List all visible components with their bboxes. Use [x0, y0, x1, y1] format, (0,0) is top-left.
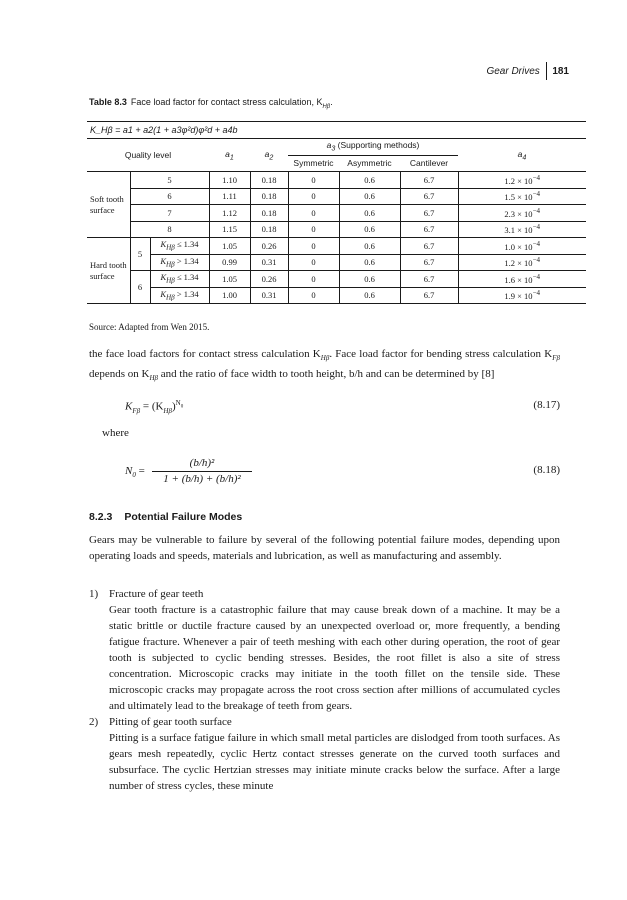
cell-sym: 0 — [288, 238, 339, 255]
table-label: Table 8.3 — [89, 97, 127, 107]
quality-level-header: Quality level — [87, 139, 209, 172]
list-item — [89, 714, 560, 730]
a3-note: (Supporting methods) — [337, 140, 420, 151]
cell-a2: 0.18 — [250, 188, 288, 205]
cell-sym: 0 — [288, 254, 339, 271]
cell-cant: 6.7 — [400, 172, 458, 189]
cell-a1: 1.10 — [209, 172, 250, 189]
cell-level: 7 — [130, 205, 209, 222]
cell-cant: 6.7 — [400, 221, 458, 238]
a1-sub: 1 — [229, 153, 234, 162]
cond-var: K — [160, 239, 167, 250]
cond-var: K — [160, 272, 167, 283]
cell-a1: 1.11 — [209, 188, 250, 205]
eq1-rhs-end: ) — [171, 400, 176, 413]
face-load-table — [87, 121, 586, 304]
cell-cant: 6.7 — [400, 271, 458, 288]
cond-text: > 1.34 — [176, 255, 199, 266]
hard-surface-label: Hard tooth surface — [87, 238, 130, 304]
cell-a2: 0.26 — [250, 238, 288, 255]
a4-mant: 2.3 × 10 — [504, 208, 533, 219]
cell-a4 — [458, 172, 586, 189]
list-item — [89, 586, 560, 602]
table-row — [87, 188, 586, 205]
table-row — [87, 172, 586, 189]
cell-a2: 0.31 — [250, 254, 288, 271]
table-row — [87, 271, 586, 288]
a4-sub: 4 — [522, 153, 527, 162]
table-caption-text: Face load factor for contact stress calculation, K — [130, 97, 323, 107]
equation-8-17 — [125, 399, 183, 415]
item-title: Fracture of gear teeth — [109, 588, 204, 600]
cond-text: ≤ 1.34 — [176, 239, 199, 250]
a3-sub: 3 — [331, 145, 336, 154]
eq1-exp: N — [175, 399, 181, 407]
cell-a4 — [458, 205, 586, 222]
fraction-numerator: (b/h)² — [189, 457, 215, 469]
a4-mant: 1.2 × 10 — [504, 175, 533, 186]
cantilever-header: Cantilever — [400, 155, 458, 172]
eq1-rhs: = (K — [140, 400, 164, 413]
section-title: Potential Failure Modes — [124, 511, 243, 523]
a4-exp: −4 — [532, 173, 541, 182]
intro-text-2: . Face load factor for bending stress calculation K — [329, 348, 553, 360]
cell-a1: 0.99 — [209, 254, 250, 271]
a4-exp: −4 — [532, 272, 541, 281]
cell-a2: 0.26 — [250, 271, 288, 288]
cell-a4 — [458, 271, 586, 288]
a4-mant: 1.2 × 10 — [504, 258, 533, 269]
cell-cant: 6.7 — [400, 205, 458, 222]
cell-a4 — [458, 188, 586, 205]
cell-sym: 0 — [288, 287, 339, 304]
cell-asym: 0.6 — [339, 172, 400, 189]
item-number: 1) — [89, 588, 99, 600]
cond-text: ≤ 1.34 — [176, 272, 199, 283]
cell-a1: 1.12 — [209, 205, 250, 222]
cell-cant: 6.7 — [400, 188, 458, 205]
intro-sub-2: Fβ — [552, 354, 560, 363]
cell-a2: 0.18 — [250, 221, 288, 238]
running-title: Gear Drives — [486, 65, 540, 77]
a4-header — [458, 139, 586, 172]
intro-paragraph — [89, 346, 560, 386]
symmetric-header: Symmetric — [288, 155, 339, 172]
cell-asym: 0.6 — [339, 221, 400, 238]
eq2-lhs: N — [125, 465, 133, 477]
cond-var: K — [160, 288, 167, 299]
cond-sub: Hβ — [166, 260, 175, 269]
item-text: Gear tooth fracture is a catastrophic failure that may cause break down of a machine. It may be a static brittle or ductile fracture caused by an unexpected overload or, more frequently, a bending fatigue fracture. Whenever a pair of teeth meshing with each other during operation, the root of gear tooth is subjected to cyclic bending stresses. Besides, the root fillet is also a site of stress concentration. Microscopic cracks may initiate in the tooth fillet on the tensile side. These microscopic cracks may propagate across the root cross section after millions of accumulated cycles and ultimately lead to the breakage of teeth from gears. — [109, 604, 560, 712]
cell-cond — [150, 287, 209, 304]
cell-level: 5 — [130, 238, 150, 271]
asymmetric-header: Asymmetric — [339, 155, 400, 172]
equation-8-18-lhs — [125, 465, 145, 479]
table-caption — [89, 97, 333, 110]
a2-sub: 2 — [269, 153, 274, 162]
eq2-lhs-sub: 0 — [132, 471, 136, 480]
a1-var: a — [225, 148, 230, 159]
equation-number-8-18: (8.18) — [533, 464, 560, 476]
a3-header — [288, 139, 458, 155]
a4-mant: 3.1 × 10 — [504, 225, 533, 236]
cell-a2: 0.18 — [250, 172, 288, 189]
a4-mant: 1.9 × 10 — [504, 291, 533, 302]
cond-var: K — [160, 255, 167, 266]
a1-header — [209, 139, 250, 172]
data-table — [87, 139, 586, 304]
page-number: 181 — [552, 65, 569, 77]
cell-asym: 0.6 — [339, 188, 400, 205]
cell-level: 8 — [130, 221, 209, 238]
table-formula — [87, 121, 586, 139]
cond-text: > 1.34 — [176, 288, 199, 299]
a2-header — [250, 139, 288, 172]
cell-a4 — [458, 254, 586, 271]
running-header — [486, 62, 569, 80]
table-row — [87, 238, 586, 255]
a4-mant: 1.6 × 10 — [504, 274, 533, 285]
cell-a1: 1.15 — [209, 221, 250, 238]
cell-asym: 0.6 — [339, 205, 400, 222]
a4-exp: −4 — [532, 206, 541, 215]
a4-var: a — [517, 148, 523, 159]
cell-sym: 0 — [288, 172, 339, 189]
a4-exp: −4 — [532, 289, 541, 298]
section-paragraph: Gears may be vulnerable to failure by several of the following potential failure modes, depending upon operating loads and speeds, materials and lubrication, as well as manufacturing and assembly. — [89, 534, 560, 562]
caption-end: . — [330, 97, 333, 107]
a4-exp: −4 — [532, 190, 541, 199]
item-title: Pitting of gear tooth surface — [109, 716, 232, 728]
cell-asym: 0.6 — [339, 271, 400, 288]
failure-modes-list — [89, 586, 560, 794]
equation-number-8-17: (8.17) — [533, 399, 560, 411]
eq1-lhs: K — [125, 400, 133, 413]
item-text: Pitting is a surface fatigue failure in which small metal particles are dislodged from tooth surfaces. As gears mesh repeatedly, cyclic Hertz contact stresses generate on the curved tooth surfaces and subsurface. The cyclic Hertzian stresses may initiate minute cracks below the surface. After a large number of stress cycles, these minute — [109, 732, 560, 792]
eq1-lhs-sub: Fβ — [132, 406, 141, 415]
cell-a1: 1.05 — [209, 238, 250, 255]
cell-a2: 0.18 — [250, 205, 288, 222]
a3-var: a — [326, 140, 332, 151]
eq1-rhs-sub: Hβ — [163, 406, 172, 415]
cell-level: 6 — [130, 188, 209, 205]
cell-a4 — [458, 221, 586, 238]
cell-a4 — [458, 238, 586, 255]
cell-cant: 6.7 — [400, 287, 458, 304]
section-heading — [89, 511, 254, 523]
intro-sub-1: Hβ — [320, 354, 330, 363]
header-divider — [546, 62, 548, 80]
intro-sub-3: Hβ — [149, 374, 159, 383]
cell-sym: 0 — [288, 221, 339, 238]
a4-exp: −4 — [532, 239, 541, 248]
cell-cond — [150, 238, 209, 255]
table-row — [87, 205, 586, 222]
cond-sub: Hβ — [166, 277, 175, 286]
intro-text-4: and the ratio of face width to tooth height, b/h and can be determined by [8] — [158, 368, 495, 381]
cond-sub: Hβ — [166, 293, 175, 302]
a4-exp: −4 — [532, 223, 541, 232]
cell-cond — [150, 271, 209, 288]
item-number: 2) — [89, 716, 99, 728]
cell-level: 6 — [130, 271, 150, 304]
table-row — [87, 254, 586, 271]
eq1-exp-sub: 0 — [180, 404, 184, 410]
cell-asym: 0.6 — [339, 287, 400, 304]
cond-sub: Hβ — [166, 244, 175, 253]
cell-cant: 6.7 — [400, 254, 458, 271]
cell-asym: 0.6 — [339, 238, 400, 255]
a2-var: a — [264, 148, 270, 159]
formula-text: K_Hβ = a1 + a2(1 + a3φ²d)φ²d + a4b — [90, 125, 238, 135]
eq2-equals: = — [135, 465, 145, 477]
cell-sym: 0 — [288, 271, 339, 288]
cell-a4 — [458, 287, 586, 304]
caption-subscript: Hβ — [322, 103, 331, 110]
equation-8-18-fraction — [152, 457, 252, 485]
cell-a1: 1.05 — [209, 271, 250, 288]
section-number: 8.2.3 — [89, 511, 113, 523]
cell-level: 5 — [130, 172, 209, 189]
table-source: Source: Adapted from Wen 2015. — [89, 322, 210, 332]
intro-text-1: the face load factors for contact stress calculation K — [89, 348, 321, 360]
cell-sym: 0 — [288, 205, 339, 222]
a4-mant: 1.0 × 10 — [504, 241, 533, 252]
fraction-denominator: 1 + (b/h) + (b/h)² — [163, 473, 241, 485]
cell-sym: 0 — [288, 188, 339, 205]
a4-exp: −4 — [532, 256, 541, 265]
intro-text-3: depends on K — [89, 368, 150, 381]
where-label: where — [102, 427, 129, 439]
table-row — [87, 287, 586, 304]
cell-asym: 0.6 — [339, 254, 400, 271]
header-row-1 — [87, 139, 586, 155]
cell-a2: 0.31 — [250, 287, 288, 304]
cell-cant: 6.7 — [400, 238, 458, 255]
cell-cond — [150, 254, 209, 271]
cell-a1: 1.00 — [209, 287, 250, 304]
a4-mant: 1.5 × 10 — [504, 192, 533, 203]
table-row — [87, 221, 586, 238]
soft-surface-label: Soft tooth surface — [87, 172, 130, 238]
